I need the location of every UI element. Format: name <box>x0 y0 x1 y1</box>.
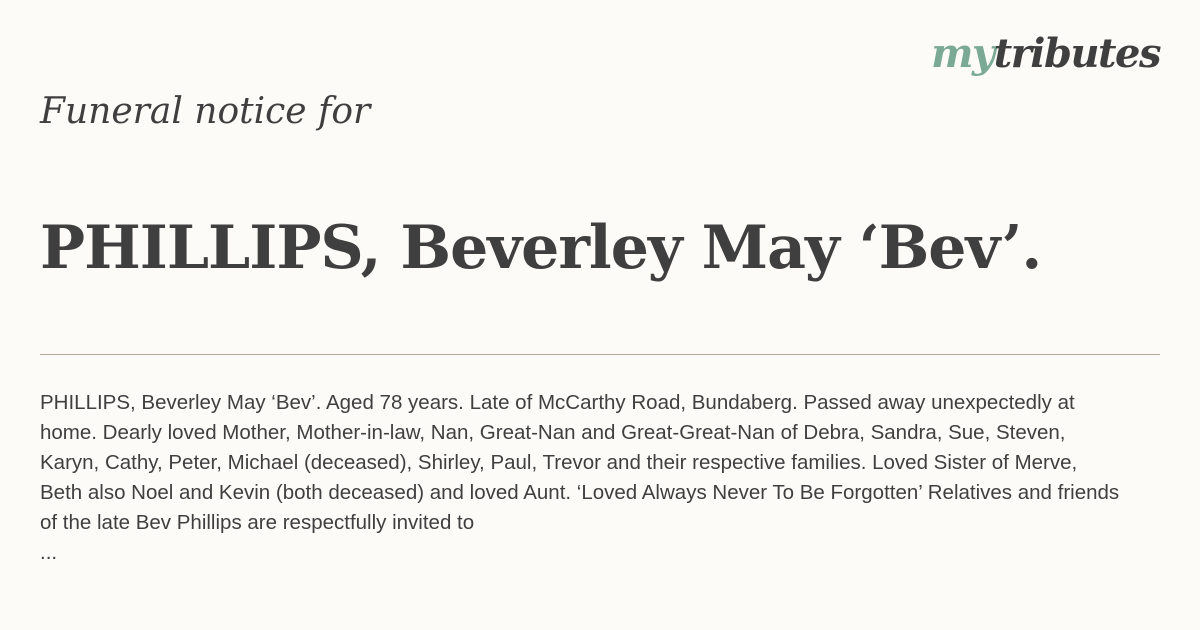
mytributes-logo <box>931 30 1160 77</box>
excerpt-ellipsis: ... <box>40 541 58 564</box>
deceased-name: PHILLIPS, Beverley May ‘Bev’. <box>40 213 1042 283</box>
divider <box>40 354 1160 355</box>
notice-excerpt: PHILLIPS, Beverley May ‘Bev’. Aged 78 years. Late of McCarthy Road, Bundaberg. Passed away unexpectedly at home. Dearly loved Mother, Mother-in-law, Nan, Great-Nan and Great-Great-Nan of Debra, Sandra, Sue, Steven, Karyn, Cathy, Peter, Michael (deceased), Shirley, Paul, Trevor and their respective families. Loved Sister of Merve, Beth also Noel and Kevin (both deceased) and loved Aunt. ‘Loved Always Never To Be Forgotten’ Relatives and friends of the late Bev Phillips are respectfully invited to <box>40 391 1120 534</box>
logo-prefix: my <box>931 30 994 77</box>
logo-suffix: tributes <box>993 30 1160 77</box>
notice-kicker: Funeral notice for <box>40 91 371 132</box>
